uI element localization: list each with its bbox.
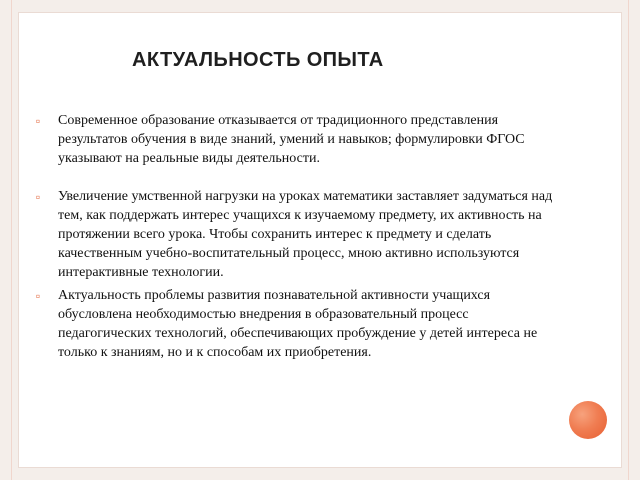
accent-circle	[569, 401, 607, 439]
bullet-item	[30, 112, 560, 168]
square-bullet-icon: ▫	[35, 190, 41, 205]
left-border-line	[11, 0, 12, 480]
bullet-item	[30, 188, 560, 282]
right-border-line	[628, 0, 629, 480]
square-bullet-icon: ▫	[35, 289, 41, 304]
bullet-list	[30, 112, 560, 363]
bullet-text: Современное образование отказывается от традиционного представления результатов обучения в виде знаний, умений и навыков; формулировки ФГОС указывают на реальные виды деятельности.	[58, 113, 525, 166]
bullet-text: Актуальность проблемы развития познавательной активности учащихся обусловлена необходимостью внедрения в образовательный процесс педагогических технологий, обеспечивающих пробуждение у детей интереса не только к знаниям, но и к способам их приобретения.	[58, 288, 538, 360]
bullet-text: Увеличение умственной нагрузки на уроках математики заставляет задуматься над тем, как поддержать интерес учащихся к изучаемому предмету, их активность на протяжении всего урока. Чтобы сохранить интерес к предмету и сделать качественным учебно-воспитательный процесс, мною активно используются интерактивные технологии.	[58, 189, 553, 280]
square-bullet-icon: ▫	[35, 114, 41, 128]
slide-title: АКТУАЛЬНОСТЬ ОПЫТА	[132, 49, 384, 71]
bullet-item	[30, 287, 560, 362]
